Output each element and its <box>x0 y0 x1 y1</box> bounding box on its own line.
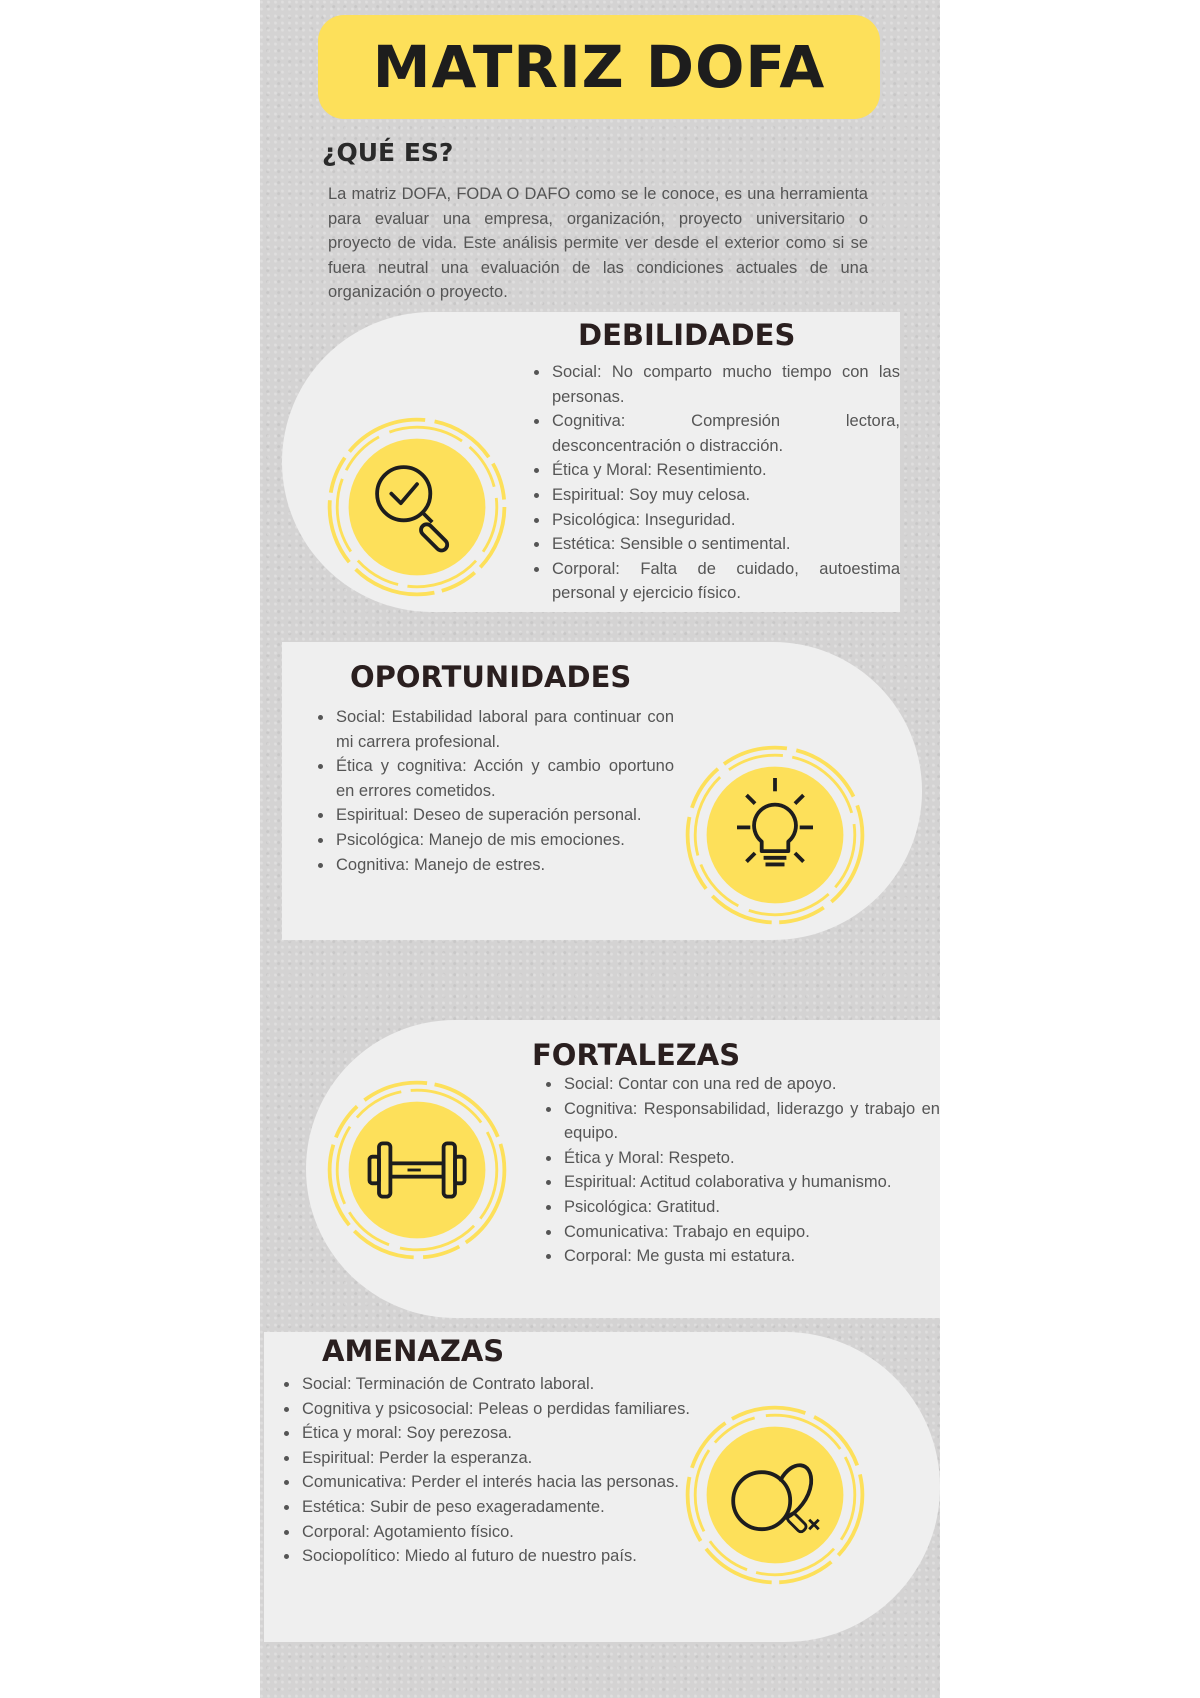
list-item: • Cognitiva y psicosocial: Peleas o perdidas familiares. <box>300 1397 692 1422</box>
list-item: • Espiritual: Perder la esperanza. <box>300 1446 692 1471</box>
list-item: • Psicológica: Gratitud. <box>562 1195 940 1220</box>
list-item: • Corporal: Agotamiento físico. <box>300 1520 692 1545</box>
list-item: • Comunicativa: Perder el interés hacia las personas. <box>300 1470 692 1495</box>
list-item: • Psicológica: Inseguridad. <box>550 508 900 533</box>
list-item: • Social: Estabilidad laboral para continuar con mi carrera profesional. <box>334 705 674 754</box>
list-item: • Corporal: Falta de cuidado, autoestima personal y ejercicio físico. <box>550 557 900 606</box>
oportunidades-title: OPORTUNIDADES <box>350 660 632 694</box>
list-item: • Cognitiva: Responsabilidad, liderazgo y trabajo en equipo. <box>562 1097 940 1146</box>
list-item: • Sociopolítico: Miedo al futuro de nuestro país. <box>300 1544 692 1569</box>
list-item: • Ética y cognitiva: Acción y cambio oportuno en errores cometidos. <box>334 754 674 803</box>
list-item: • Ética y Moral: Resentimiento. <box>550 458 900 483</box>
list-item: • Cognitiva: Compresión lectora, desconcentración o distracción. <box>550 409 900 458</box>
intro-heading: ¿QUÉ ES? <box>322 138 454 167</box>
amenazas-list <box>282 1372 692 1569</box>
list-item: • Psicológica: Manejo de mis emociones. <box>334 828 674 853</box>
dumbbell-icon <box>322 1075 512 1265</box>
list-item: • Estética: Subir de peso exageradamente. <box>300 1495 692 1520</box>
infographic-poster <box>260 0 940 1698</box>
bomb-icon <box>680 1400 870 1590</box>
list-item: • Espiritual: Actitud colaborativa y humanismo. <box>562 1170 940 1195</box>
list-item: • Espiritual: Soy muy celosa. <box>550 483 900 508</box>
oportunidades-list <box>316 705 674 877</box>
list-item: • Social: No comparto mucho tiempo con las personas. <box>550 360 900 409</box>
list-item: • Ética y Moral: Respeto. <box>562 1146 940 1171</box>
list-item: • Social: Terminación de Contrato laboral. <box>300 1372 692 1397</box>
intro-text: La matriz DOFA, FODA O DAFO como se le conoce, es una herramienta para evaluar una empresa, organización, proyecto universitario o proyecto de vida. Este análisis permite ver desde el exterior como si se fuera neutral una evaluación de las condiciones actuales de una organización o proyecto. <box>328 185 868 301</box>
page-title: MATRIZ DOFA <box>372 33 826 101</box>
list-item: • Social: Contar con una red de apoyo. <box>562 1072 940 1097</box>
list-item: • Ética y moral: Soy perezosa. <box>300 1421 692 1446</box>
list-item: • Comunicativa: Trabajo en equipo. <box>562 1220 940 1245</box>
list-item: • Corporal: Me gusta mi estatura. <box>562 1244 940 1269</box>
debilidades-title: DEBILIDADES <box>578 318 796 352</box>
amenazas-title: AMENAZAS <box>322 1334 505 1368</box>
fortalezas-title: FORTALEZAS <box>532 1038 741 1072</box>
lightbulb-icon <box>680 740 870 930</box>
list-item: • Estética: Sensible o sentimental. <box>550 532 900 557</box>
debilidades-list <box>532 360 900 606</box>
list-item: • Espiritual: Deseo de superación personal. <box>334 803 674 828</box>
fortalezas-list <box>544 1072 940 1269</box>
title-banner <box>318 15 880 119</box>
list-item: • Cognitiva: Manejo de estres. <box>334 853 674 878</box>
magnifier-check-icon <box>322 412 512 602</box>
